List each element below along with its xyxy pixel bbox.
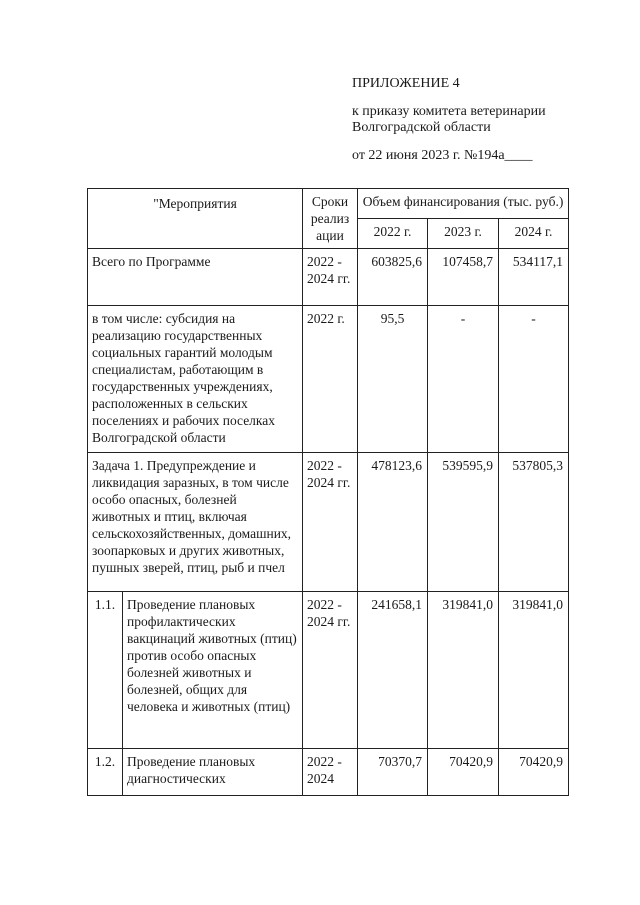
row-value-2022: 241658,1 <box>358 592 428 749</box>
row-value-2023: - <box>428 306 499 453</box>
row-value-2022: 95,5 <box>358 306 428 453</box>
header-funding: Объем финансирования (тыс. руб.) <box>358 189 569 219</box>
order-line-2: Волгоградской области <box>352 120 491 135</box>
row-value-2023: 70420,9 <box>428 749 499 796</box>
order-line-1: к приказу комитета ветеринарии <box>352 104 546 119</box>
table-row <box>88 249 569 306</box>
row-name: Задача 1. Предупреждение и ликвидация заразных, в том числе особо опасных, болезней животных и птиц, включая сельскохозяйственных, домашних, зоопарковых и других животных, пушных зверей, птиц, рыб и пчел <box>88 453 303 592</box>
row-name: Проведение плановых профилактических вакцинаций животных (птиц) против особо опасных болезней животных и болезней, общих для человека и животных (птиц) <box>123 592 303 749</box>
table-row <box>88 592 569 749</box>
row-term: 2022 - 2024 гг. <box>303 249 358 306</box>
row-value-2024: 537805,3 <box>499 453 569 592</box>
row-name: Проведение плановых диагностических <box>123 749 303 796</box>
row-index: 1.2. <box>88 749 123 796</box>
row-value-2024: 319841,0 <box>499 592 569 749</box>
row-value-2024: 70420,9 <box>499 749 569 796</box>
row-value-2023: 539595,9 <box>428 453 499 592</box>
row-term: 2022 - 2024 <box>303 749 358 796</box>
order-date-line: от 22 июня 2023 г. №194а____ <box>352 148 533 163</box>
table-header-row <box>88 189 569 219</box>
header-year-2024: 2024 г. <box>499 219 569 249</box>
table-row <box>88 306 569 453</box>
table-row <box>88 749 569 796</box>
row-value-2024: 534117,1 <box>499 249 569 306</box>
row-name: в том числе: субсидия на реализацию государственных социальных гарантий молодым специалистам, работающим в государственных учреждениях, расположенных в сельских поселениях и рабочих поселках Волгоградской области <box>88 306 303 453</box>
header-year-2022: 2022 г. <box>358 219 428 249</box>
row-value-2023: 319841,0 <box>428 592 499 749</box>
row-term: 2022 - 2024 гг. <box>303 453 358 592</box>
row-value-2022: 70370,7 <box>358 749 428 796</box>
row-value-2022: 478123,6 <box>358 453 428 592</box>
row-term: 2022 г. <box>303 306 358 453</box>
header-terms: Сроки реализ ации <box>303 189 358 249</box>
funding-table <box>87 188 569 796</box>
row-value-2023: 107458,7 <box>428 249 499 306</box>
header-year-2023: 2023 г. <box>428 219 499 249</box>
row-value-2024: - <box>499 306 569 453</box>
table-row <box>88 453 569 592</box>
row-index: 1.1. <box>88 592 123 749</box>
header-activities: "Мероприятия <box>88 189 303 249</box>
document-header <box>352 76 546 164</box>
appendix-title: ПРИЛОЖЕНИЕ 4 <box>352 76 460 91</box>
row-term: 2022 - 2024 гг. <box>303 592 358 749</box>
row-value-2022: 603825,6 <box>358 249 428 306</box>
row-name: Всего по Программе <box>88 249 303 306</box>
